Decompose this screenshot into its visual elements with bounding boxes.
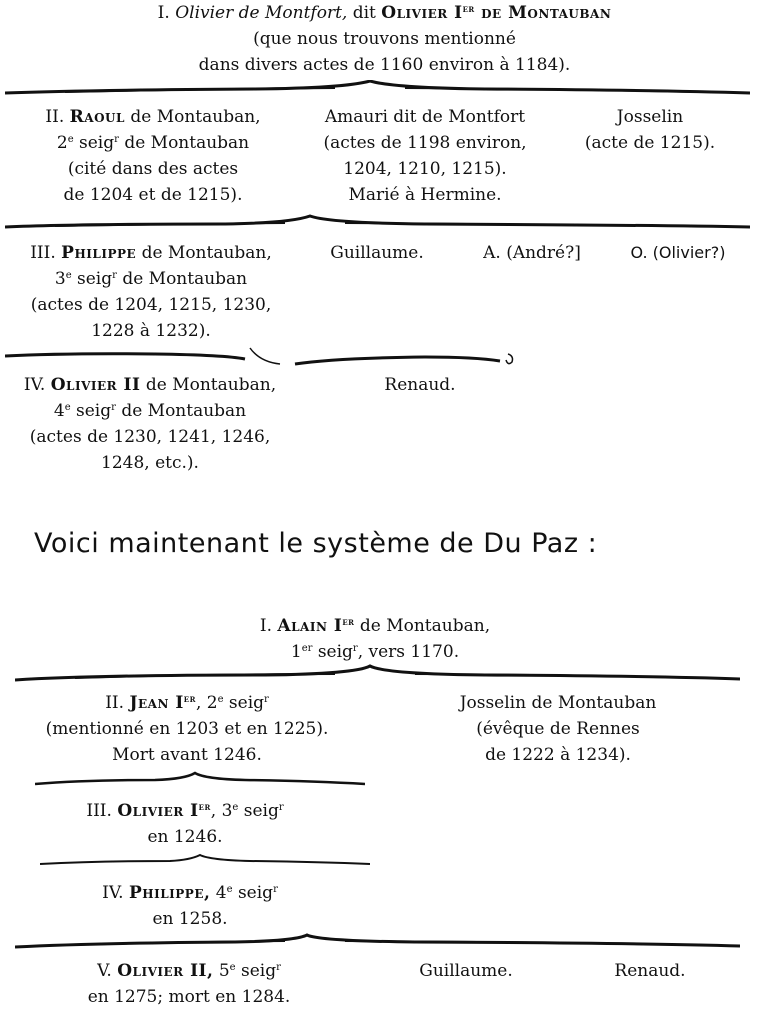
top-gen2-amauri: Amauri dit de Montfort (actes de 1198 environ, 1204, 1210, 1215). Marié à Hermine.: [323, 107, 527, 205]
bottom-brace-2: [35, 770, 365, 790]
top-gen1-line3: dans divers actes de 1160 environ à 1184).: [198, 55, 571, 75]
top-gen1-name: Olivier de Montfort,: [175, 3, 348, 23]
top-gen2-raoul: II. Raoul de Montauban, 2e seig$^r$ de Montauban (cité dans des actes de 1204 et de 1215).: [45, 107, 261, 205]
top-brace-3: [5, 346, 525, 370]
top-gen3-guillaume: Guillaume.: [330, 243, 424, 263]
bottom-gen2-josselin: Josselin de Montauban (évêque de Rennes de 1222 à 1234).: [459, 693, 657, 765]
top-brace-1: [5, 80, 750, 102]
bottom-brace-1: [15, 664, 740, 686]
bottom-gen5-renaud: Renaud.: [614, 961, 686, 981]
top-gen1-entry: [0, 0, 769, 78]
bottom-gen4-philippe: IV. Philippe, 4e seig$^r$ en 1258.: [102, 883, 278, 929]
bottom-gen2-jean: II. Jean Ier, 2e seig$^r$ (mentionné en 1203 et en 1225). Mort avant 1246.: [45, 693, 329, 765]
top-gen4-olivier2: IV. Olivier II de Montauban, 4e seig$^r$ de Montauban (actes de 1230, 1241, 1246, 1248, etc.).: [23, 375, 277, 473]
top-gen1-dit: dit: [352, 3, 376, 23]
top-gen3-andre: A. (André?]: [483, 243, 581, 263]
bottom-gen5-guillaume: Guillaume.: [419, 961, 513, 981]
bottom-brace-3: [40, 852, 370, 870]
bottom-gen5-olivier: V. Olivier II, 5e seig$^r$ en 1275; mort en 1284.: [87, 961, 291, 1007]
top-gen1-line2: (que nous trouvons mentionné: [253, 29, 516, 49]
section-heading: Voici maintenant le système de Du Paz :: [34, 528, 598, 559]
top-gen1-line1: [0, 0, 769, 26]
bottom-gen3-olivier: III. Olivier Ier, 3e seig$^r$ en 1246.: [86, 801, 284, 847]
bottom-gen1-alain: I. Alain Ier de Montauban, 1er seig$^r$, vers 1170.: [259, 616, 491, 662]
bottom-brace-4: [15, 932, 740, 954]
top-gen1-alias: Olivier Ier de Montauban: [381, 3, 612, 23]
top-gen3-philippe: III. Philippe de Montauban, 3e seig$^r$ de Montauban (actes de 1204, 1215, 1230, 1228 à 1232).: [30, 243, 272, 341]
top-gen2-josselin: Josselin (acte de 1215).: [584, 107, 716, 153]
top-gen4-renaud: Renaud.: [384, 375, 456, 395]
top-brace-2: [5, 214, 750, 234]
top-gen1-num: I.: [157, 3, 170, 23]
top-gen3-olivier: O. (Olivier?): [630, 243, 726, 262]
